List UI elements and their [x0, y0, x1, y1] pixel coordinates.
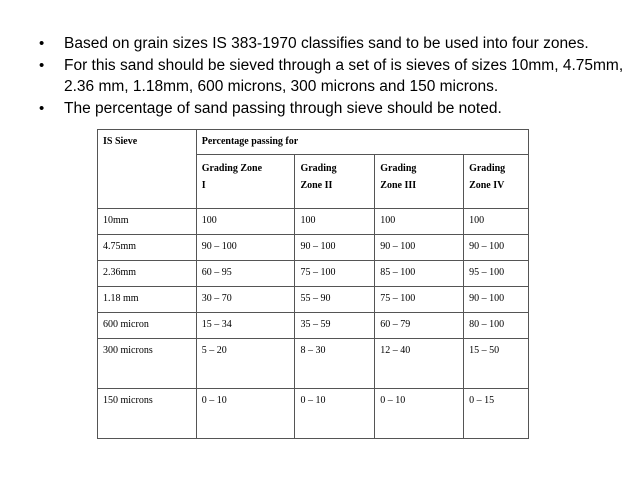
cell-zone-ii: 35 – 59	[295, 313, 375, 339]
cell-sieve: 300 microns	[98, 339, 197, 389]
cell-zone-iii: 100	[375, 209, 464, 235]
cell-zone-iii: 0 – 10	[375, 389, 464, 439]
bullet-text: The percentage of sand passing through sieve should be noted.	[64, 100, 502, 117]
table-row	[98, 235, 529, 261]
bullet-dot: •	[39, 57, 45, 74]
bullet-dot: •	[39, 35, 45, 52]
header-zone-i	[196, 155, 295, 209]
header-zone-ii	[295, 155, 375, 209]
zone-label-line1: Grading	[380, 163, 417, 174]
table-row	[98, 261, 529, 287]
cell-zone-iv: 100	[464, 209, 529, 235]
cell-zone-iii: 90 – 100	[375, 235, 464, 261]
cell-zone-ii: 8 – 30	[295, 339, 375, 389]
bullet-text: For this sand should be sieved through a set of is sieves of sizes 10mm, 4.75mm, 2.36 mm, 1.18mm, 600 microns, 300 microns and 150 microns.	[64, 57, 624, 95]
cell-zone-ii: 100	[295, 209, 375, 235]
header-percentage-passing: Percentage passing for	[196, 130, 528, 155]
zone-label-line1: Grading	[300, 163, 337, 174]
zone-label-line2: Zone II	[300, 180, 333, 191]
cell-zone-iv: 0 – 15	[464, 389, 529, 439]
table-row	[98, 313, 529, 339]
cell-zone-i: 30 – 70	[196, 287, 295, 313]
header-zone-iv	[464, 155, 529, 209]
cell-zone-iii: 75 – 100	[375, 287, 464, 313]
cell-zone-iii: 12 – 40	[375, 339, 464, 389]
zone-label-line2: I	[201, 180, 206, 191]
cell-zone-iv: 95 – 100	[464, 261, 529, 287]
zone-label-line1: Grading Zone	[201, 163, 263, 174]
bullet-text: Based on grain sizes IS 383-1970 classifies sand to be used into four zones.	[64, 35, 589, 52]
zone-label-line2: Zone III	[380, 180, 417, 191]
table-row	[98, 339, 529, 389]
table-row	[98, 389, 529, 439]
cell-zone-i: 90 – 100	[196, 235, 295, 261]
cell-zone-i: 15 – 34	[196, 313, 295, 339]
cell-sieve: 2.36mm	[98, 261, 197, 287]
cell-sieve: 4.75mm	[98, 235, 197, 261]
cell-zone-i: 100	[196, 209, 295, 235]
cell-zone-ii: 90 – 100	[295, 235, 375, 261]
cell-zone-ii: 0 – 10	[295, 389, 375, 439]
zone-label-line1: Grading	[469, 163, 506, 174]
cell-sieve: 600 micron	[98, 313, 197, 339]
bullet-item	[38, 33, 628, 54]
cell-sieve: 10mm	[98, 209, 197, 235]
cell-zone-iv: 90 – 100	[464, 287, 529, 313]
bullet-list	[38, 33, 628, 120]
grading-zones-table	[97, 129, 529, 439]
cell-zone-i: 60 – 95	[196, 261, 295, 287]
table-row	[98, 287, 529, 313]
table-row	[98, 209, 529, 235]
bullet-item	[38, 98, 628, 119]
cell-zone-i: 5 – 20	[196, 339, 295, 389]
header-is-sieve: IS Sieve	[98, 130, 197, 209]
cell-zone-i: 0 – 10	[196, 389, 295, 439]
cell-zone-ii: 75 – 100	[295, 261, 375, 287]
cell-sieve: 150 microns	[98, 389, 197, 439]
cell-zone-iv: 15 – 50	[464, 339, 529, 389]
cell-sieve: 1.18 mm	[98, 287, 197, 313]
cell-zone-iii: 60 – 79	[375, 313, 464, 339]
cell-zone-iv: 80 – 100	[464, 313, 529, 339]
header-zone-iii	[375, 155, 464, 209]
zone-label-line2: Zone IV	[469, 180, 505, 191]
bullet-dot: •	[39, 100, 45, 117]
cell-zone-ii: 55 – 90	[295, 287, 375, 313]
table-header-row	[98, 130, 529, 155]
bullet-item	[38, 55, 628, 97]
cell-zone-iii: 85 – 100	[375, 261, 464, 287]
cell-zone-iv: 90 – 100	[464, 235, 529, 261]
